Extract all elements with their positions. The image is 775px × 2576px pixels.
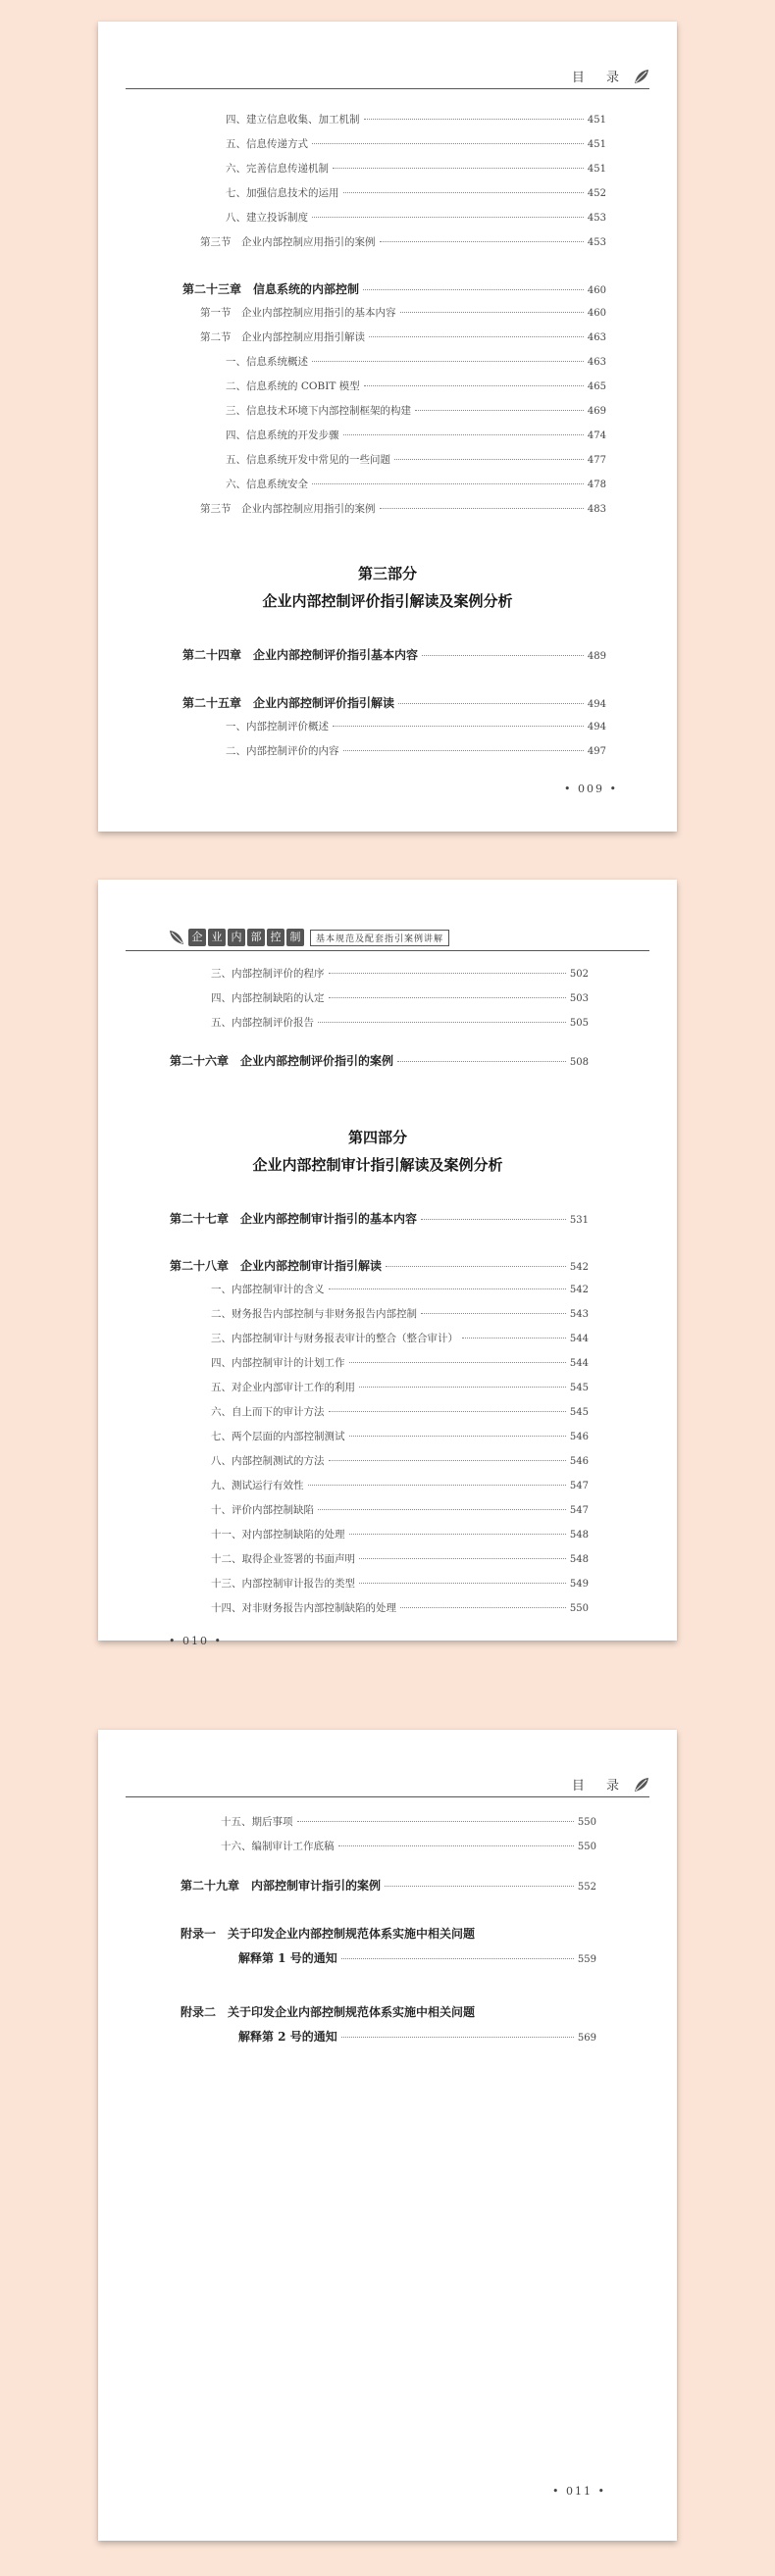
toc-section[interactable]: 十三、内部控制审计报告的类型 549 [211,1578,589,1590]
toc-section[interactable]: 五、对企业内部审计工作的利用 545 [211,1382,589,1393]
part-title: 第四部分 [347,1129,407,1146]
toc-section[interactable]: 五、信息系统开发中常见的一些问题 477 [226,454,606,466]
toc-section[interactable]: 三、信息技术环境下内部控制框架的构建 469 [226,405,606,417]
page-number: • 009 • [564,783,618,795]
toc-section[interactable]: 一、内部控制评价概述 494 [226,721,606,732]
toc-chapter[interactable]: 第二十七章 企业内部控制审计指引的基本内容 531 [170,1212,589,1226]
toc-section[interactable]: 四、内部控制缺陷的认定 503 [211,992,589,1004]
toc-section[interactable]: 十二、取得企业签署的书面声明 548 [211,1553,589,1565]
leaf-icon [634,69,649,84]
toc-appendix[interactable]: 解释第 2 号的通知 569 [238,2030,596,2044]
toc-section[interactable]: 第一节 企业内部控制应用指引的基本内容 460 [200,307,606,319]
toc-appendix[interactable]: 解释第 1 号的通知 559 [238,1951,596,1965]
appendix-one-title[interactable]: 附录一 关于印发企业内部控制规范体系实施中相关问题 [181,1927,476,1941]
running-header [572,67,649,85]
page-number: • 010 • [169,1635,223,1647]
book-subtitle: 基本规范及配套指引案例讲解 [310,930,449,946]
toc-section[interactable]: 二、信息系统的 COBIT 模型 465 [226,380,606,392]
toc-chapter[interactable]: 第二十五章 企业内部控制评价指引解读 494 [182,696,606,710]
toc-section[interactable]: 五、信息传递方式 451 [226,138,606,150]
toc-section[interactable]: 十一、对内部控制缺陷的处理 548 [211,1529,589,1541]
part-subtitle: 企业内部控制审计指引解读及案例分析 [252,1156,503,1174]
toc-chapter[interactable]: 第二十六章 企业内部控制评价指引的案例 508 [170,1054,589,1068]
part-subtitle: 企业内部控制评价指引解读及案例分析 [262,592,513,610]
toc-section[interactable]: 二、财务报告内部控制与非财务报告内部控制 543 [211,1308,589,1320]
toc-section[interactable]: 六、完善信息传递机制 451 [226,163,606,175]
toc-section[interactable]: 一、内部控制审计的含义 542 [211,1284,589,1295]
toc-section[interactable]: 七、加强信息技术的运用 452 [226,187,606,199]
page-number: • 011 • [552,2485,606,2498]
toc-section[interactable]: 八、建立投诉制度 453 [226,212,606,224]
toc-section[interactable]: 二、内部控制评价的内容 497 [226,745,606,757]
header-rule [126,88,649,89]
page-011 [98,1730,677,2541]
toc-section[interactable]: 第二节 企业内部控制应用指引解读 463 [200,331,606,343]
toc-section[interactable]: 十六、编制审计工作底稿 550 [221,1841,596,1852]
toc-section[interactable]: 十五、期后事项 550 [221,1816,596,1828]
toc-section[interactable]: 七、两个层面的内部控制测试 546 [211,1431,589,1442]
toc-chapter[interactable]: 第二十四章 企业内部控制评价指引基本内容 489 [182,648,606,662]
toc-section[interactable]: 四、信息系统的开发步骤 474 [226,429,606,441]
book-brand: 企 业 内 部 控 制 [188,929,304,946]
toc-section[interactable]: 六、信息系统安全 478 [226,479,606,490]
header-rule [126,1796,649,1797]
toc-section[interactable]: 三、内部控制审计与财务报表审计的整合（整合审计） 544 [211,1333,589,1344]
header-title: 目 录 [571,71,628,85]
leaf-icon [634,1777,649,1793]
toc-chapter[interactable]: 第二十九章 内部控制审计指引的案例 552 [181,1879,596,1893]
toc-section[interactable]: 十四、对非财务报告内部控制缺陷的处理 550 [211,1602,589,1614]
toc-section[interactable]: 四、内部控制审计的计划工作 544 [211,1357,589,1369]
toc-section[interactable]: 第三节 企业内部控制应用指引的案例 453 [200,236,606,248]
header-title: 目 录 [571,1779,628,1793]
leaf-icon [169,930,184,945]
toc-section[interactable]: 十、评价内部控制缺陷 547 [211,1504,589,1516]
toc-section[interactable]: 八、内部控制测试的方法 546 [211,1455,589,1467]
page-010 [98,880,677,1647]
toc-section[interactable]: 第三节 企业内部控制应用指引的案例 483 [200,503,606,515]
header-rule [126,950,649,951]
running-header [572,1775,649,1793]
part-title: 第三部分 [357,565,417,582]
appendix-two-title[interactable]: 附录二 关于印发企业内部控制规范体系实施中相关问题 [181,2005,476,2019]
toc-chapter[interactable]: 第二十八章 企业内部控制审计指引解读 542 [170,1259,589,1273]
toc-section[interactable]: 一、信息系统概述 463 [226,356,606,368]
running-header [169,929,449,946]
toc-section[interactable]: 三、内部控制评价的程序 502 [211,968,589,980]
toc-section[interactable]: 六、自上而下的审计方法 545 [211,1406,589,1418]
toc-section[interactable]: 五、内部控制评价报告 505 [211,1017,589,1029]
toc-section[interactable]: 四、建立信息收集、加工机制 451 [226,114,606,126]
toc-chapter[interactable]: 第二十三章 信息系统的内部控制 460 [182,282,606,296]
page-009 [98,22,677,832]
toc-section[interactable]: 九、测试运行有效性 547 [211,1480,589,1491]
